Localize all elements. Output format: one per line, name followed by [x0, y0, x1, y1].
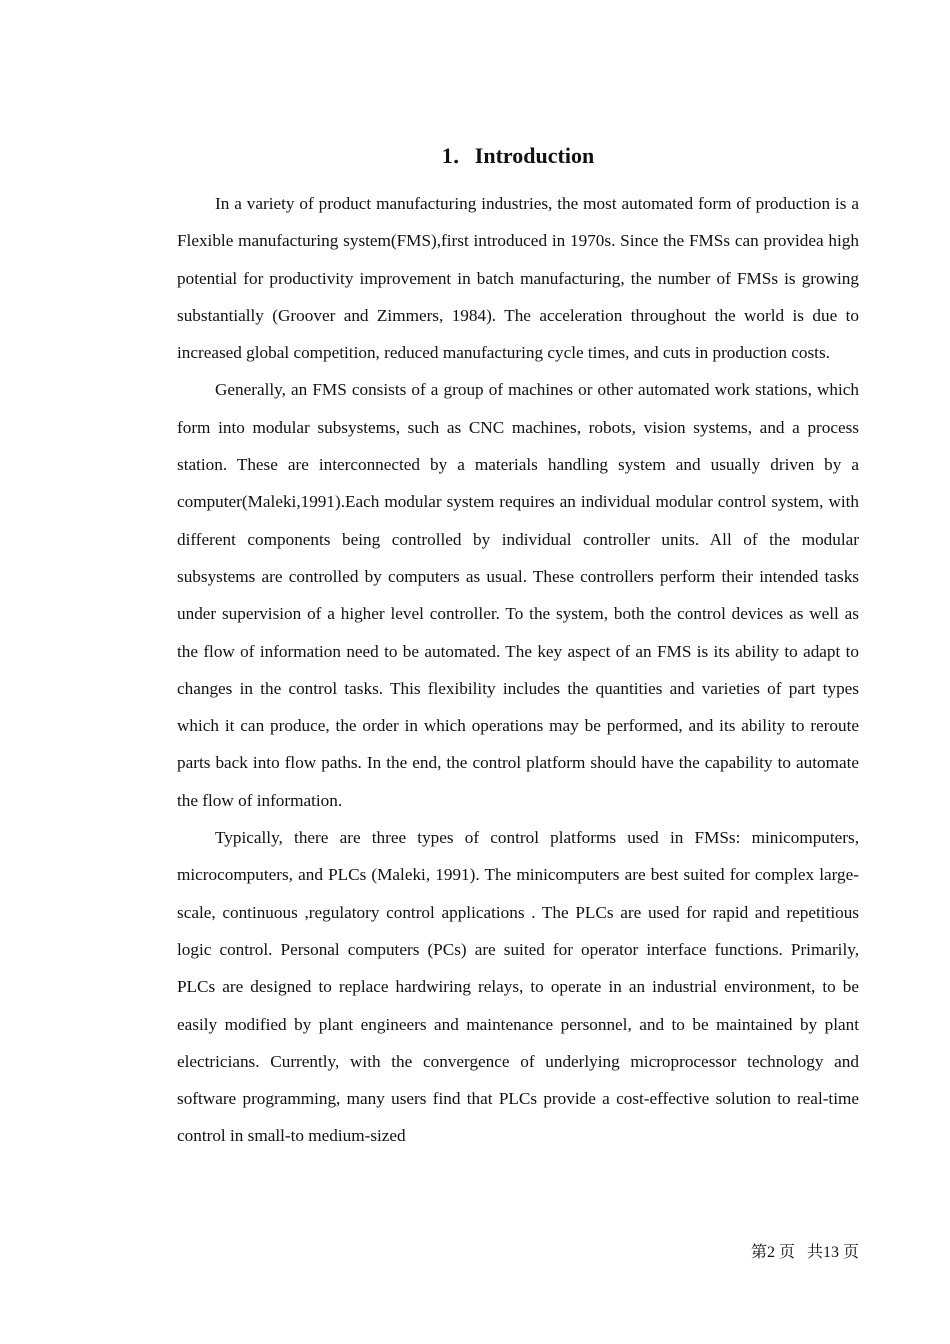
paragraph-1: In a variety of product manufacturing industries, the most automated form of production is a Flexible manufacturing system(FMS),first introduced in 1970s. Since the FMSs can providea high potential for productivity improvement in batch manufacturing, the number of FMSs is growing substantially (Groover and Zimmers, 1984). The acceleration throughout the world is due to increased global competition, reduced manufacturing cycle times, and cuts in production costs. [177, 194, 859, 363]
body-text [177, 185, 859, 1155]
page-number-footer: 第2 页 共13 页 [750, 1244, 859, 1261]
paragraph-3: Typically, there are three types of control platforms used in FMSs: minicomputers, microcomputers, and PLCs (Maleki, 1991). The minicomputers are best suited for complex large-scale, continuous ,regulatory control applications . The PLCs are used for rapid and repetitious logic control. Personal computers (PCs) are suited for operator interface functions. Primarily, PLCs are designed to replace hardwiring relays, to operate in an industrial environment, to be easily modified by plant engineers and maintenance personnel, and to be maintained by plant electricians. Currently, with the convergence of underlying microprocessor technology and software programming, many users find that PLCs provide a cost-effective solution to real-time control in small-to medium-sized [177, 828, 859, 1146]
paragraph-2: Generally, an FMS consists of a group of machines or other automated work stations, which form into modular subsystems, such as CNC machines, robots, vision systems, and a process station. These are interconnected by a materials handling system and usually driven by a computer(Maleki,1991).Each modular system requires an individual modular control system, with different components being controlled by individual controller units. All of the modular subsystems are controlled by computers as usual. These controllers perform their intended tasks under supervision of a higher level controller. To the system, both the control devices as well as the flow of information need to be automated. The key aspect of an FMS is its ability to adapt to changes in the control tasks. This flexibility includes the quantities and varieties of part types which it can produce, the order in which operations may be performed, and its ability to reroute parts back into flow paths. In the end, the control platform should have the capability to automate the flow of information. [177, 380, 859, 810]
section-title: 1．Introduction [441, 143, 595, 168]
